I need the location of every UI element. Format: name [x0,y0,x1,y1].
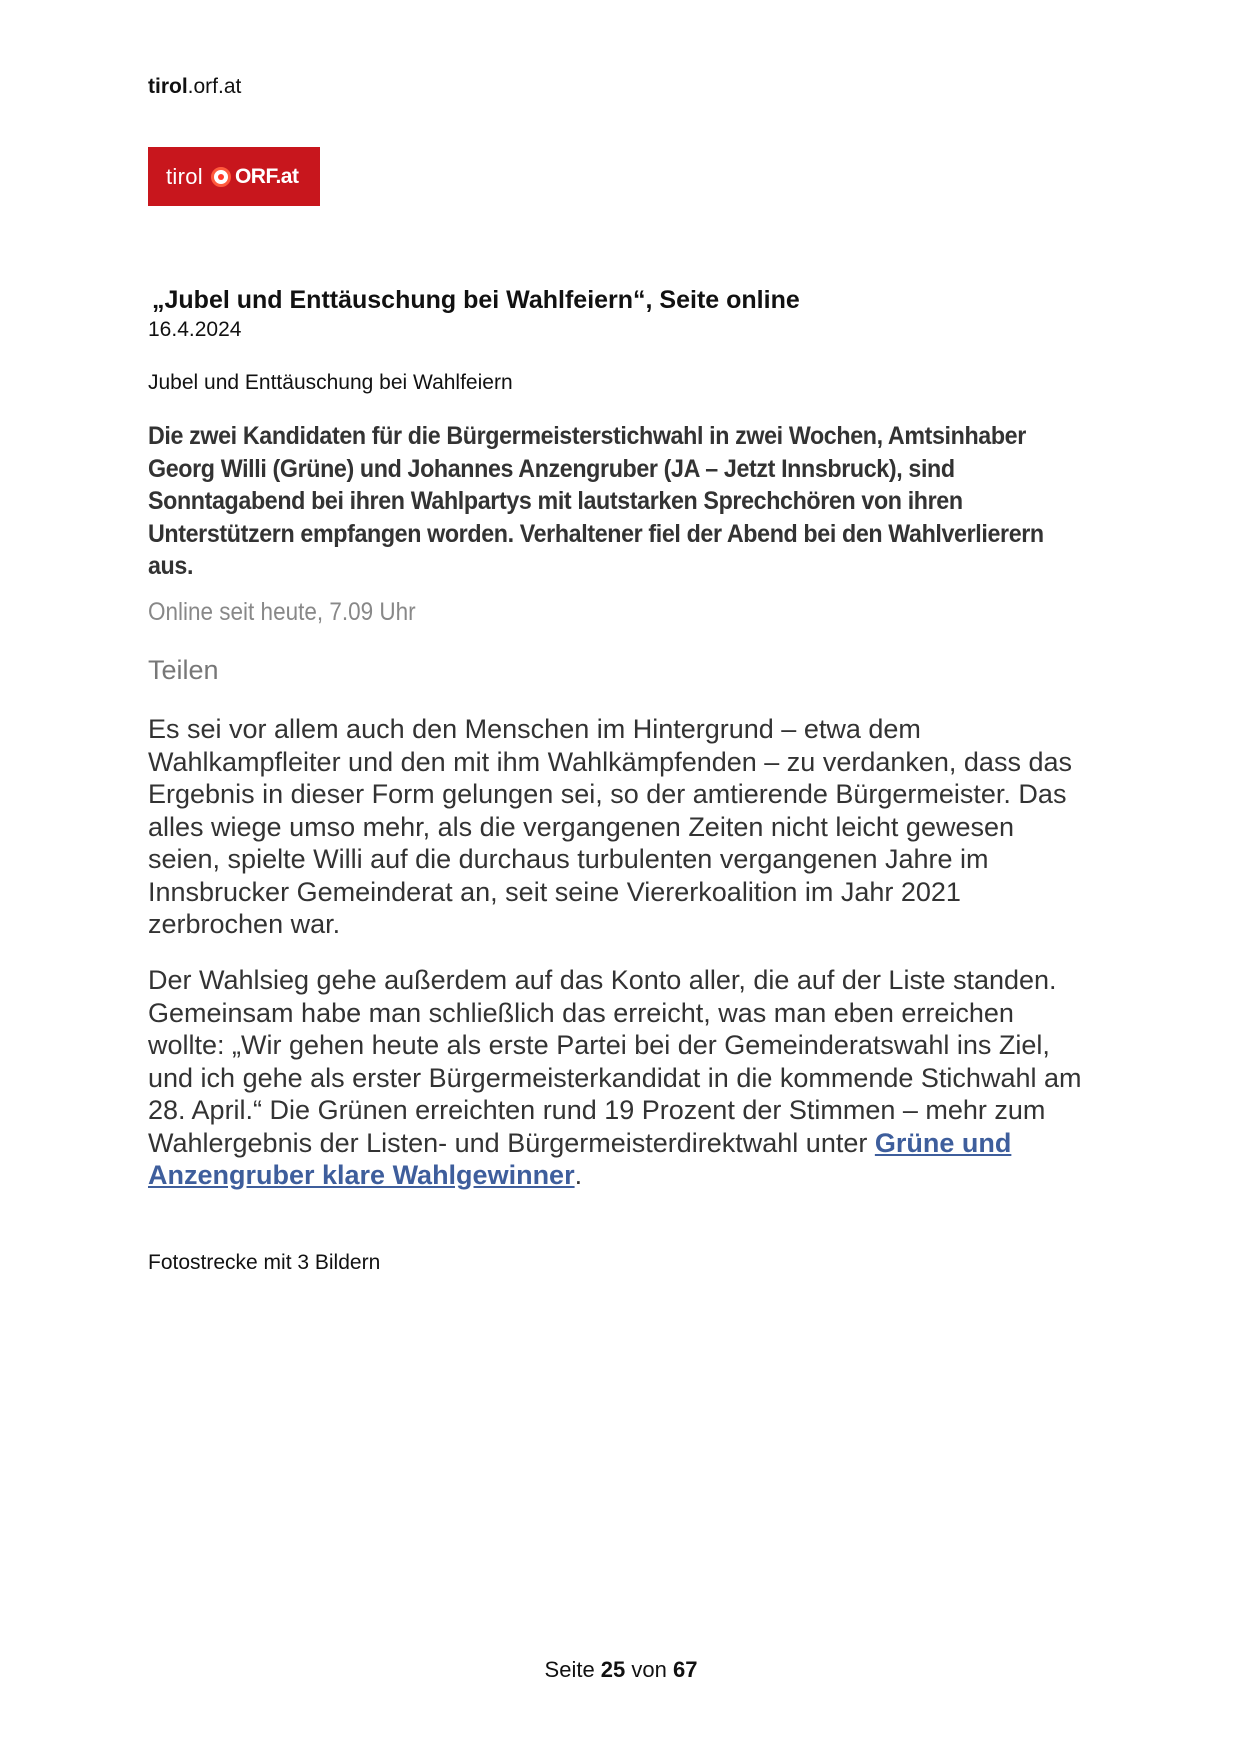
logo-left-text: tirol [166,163,203,189]
paragraph-2-end: . [574,1160,583,1190]
logo-right-text: ORF.at [234,164,299,188]
paragraph-2-text: Der Wahlsieg gehe außerdem auf das Konto aller, die auf der Liste standen. Gemeinsam habe man schließlich das erreicht, was man eben erreichen wollte: „Wir gehen heute als erste Partei bei der Gemeinderatswahl ins Ziel, und ich gehe als erster Bürgermeisterkandidat in die kommende Stichwahl am 28. April.“ Die Grünen erreichten rund 19 Prozent der Stimmen – mehr zum Wahlergebnis der Listen- und Bürgermeisterdirektwahl unter [148,965,1082,1158]
footer-prefix: Seite [544,1657,601,1682]
photo-gallery-label: Fotostrecke mit 3 Bildern [148,1251,381,1274]
article-lead: Die zwei Kandidaten für die Bürgermeisterstichwahl in zwei Wochen, Amtsinhaber Georg Willi (Grüne) und Johannes Anzengruber (JA – Jetzt Innsbruck), sind Sonntagabend bei ihren Wahlpartys mit lautstarken Sprechchören von ihren Unterstützern empfangen worden. Verhaltener fiel der Abend bei den Wahlverlierern aus. [148,422,1044,581]
article-paragraph-1: Es sei vor allem auch den Menschen im Hintergrund – etwa dem Wahlkampfleiter und den mit ihm Wahlkämpfenden – zu verdanken, dass das Ergebnis in dieser Form gelungen sei, so der amtierende Bürgermeister. Das alles wiege umso mehr, als die vergangenen Zeiten nicht leicht gewesen seien, spielte Willi auf die durchaus turbulenten vergangenen Jahre im Innsbrucker Gemeinderat an, seit seine Viererkoalition im Jahr 2021 zerbrochen war. [148,714,1072,939]
site-name [148,75,241,99]
online-since: Online seit heute, 7.09 Uhr [148,598,416,626]
orf-eye-icon [211,167,231,187]
footer-middle: von [625,1657,673,1682]
article-small-title: Jubel und Enttäuschung bei Wahlfeiern [148,371,513,394]
site-name-rest: .orf.at [187,75,242,98]
footer-total-pages: 67 [672,1657,698,1682]
article-headline: „Jubel und Enttäuschung bei Wahlfeiern“, Seite online [152,286,800,314]
orf-tirol-logo [148,147,320,206]
share-button[interactable]: Teilen [148,655,219,685]
page-footer [148,1657,1094,1683]
footer-page-number: 25 [600,1657,626,1682]
article-date: 16.4.2024 [148,318,242,341]
article-paragraph-2 [148,964,1088,1192]
results-link[interactable]: Grüne und Anzengruber klare Wahlgewinner [148,1127,1012,1190]
site-name-bold: tirol [148,75,188,98]
